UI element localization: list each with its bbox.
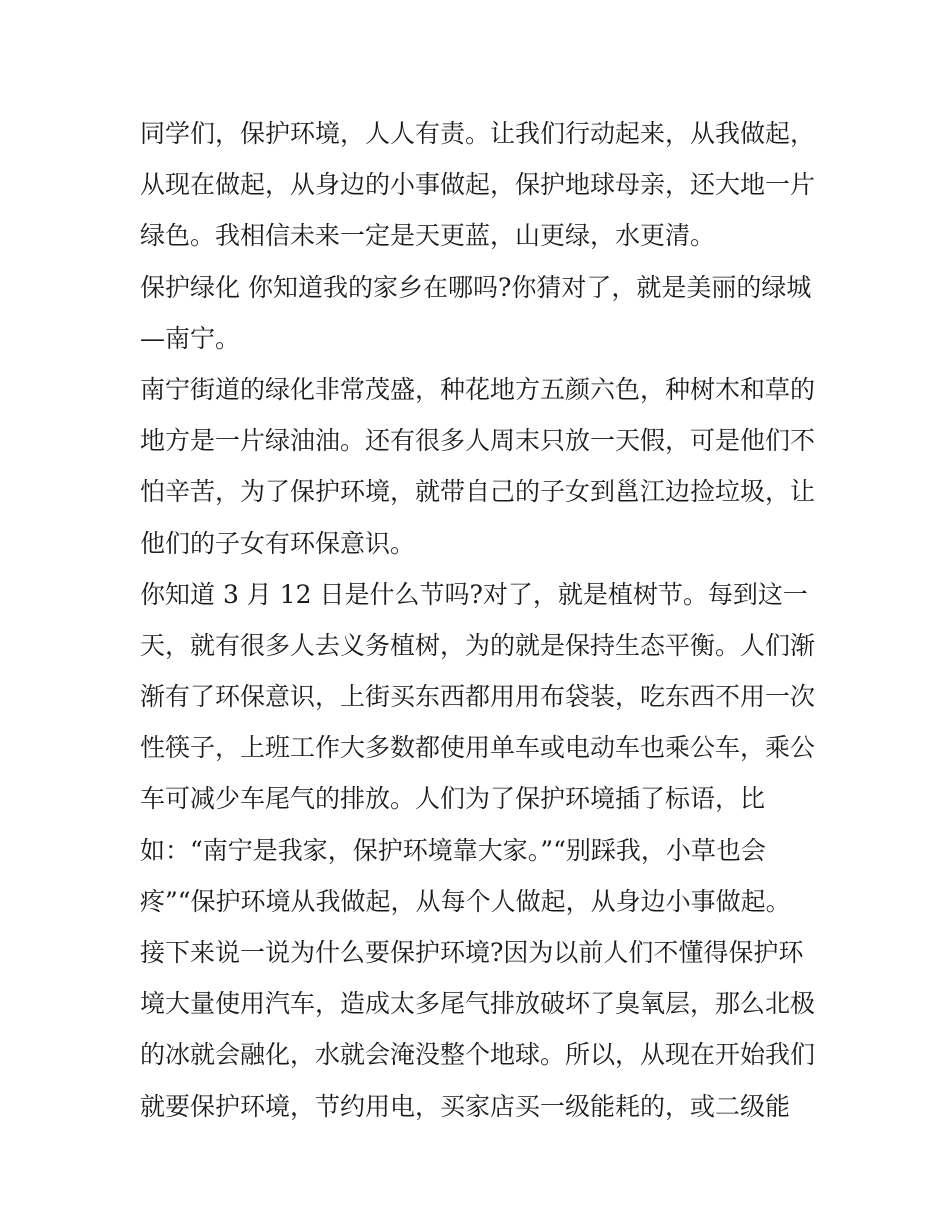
text-line: 如：“南宁是我家，保护环境靠大家。”“别踩我，小草也会 [140, 835, 766, 865]
text-line: 南宁街道的绿化非常茂盛，种花地方五颜六色，种树木和草的 [140, 374, 816, 404]
text-line: 绿色。我相信未来一定是天更蓝，山更绿，水更清。 [140, 221, 716, 251]
text-line: 同学们，保护环境，人人有责。让我们行动起来，从我做起， [140, 119, 816, 148]
text-line: 接下来说一说为什么要保护环境?因为以前人们不懂得保护环 [140, 938, 804, 967]
text-line: 的冰就会融化，水就会淹没整个地球。所以，从现在开始我们 [140, 1040, 816, 1070]
text-line: 怕辛苦，为了保护环境，就带自己的子女到邕江边捡垃圾，让 [140, 477, 816, 507]
text-line: 疼”“保护环境从我做起，从每个人做起，从身边小事做起。 [140, 886, 791, 916]
text-line: 你知道 3 月 12 日是什么节吗?对了，就是植树节。每到这一 [140, 579, 808, 609]
text-line: —南宁。 [140, 323, 241, 353]
text-line: 境大量使用汽车，造成太多尾气排放破坏了臭氧层，那么北极 [140, 989, 816, 1019]
text-line: 地方是一片绿油油。还有很多人周末只放一天假，可是他们不 [140, 426, 816, 456]
text-line: 车可减少车尾气的排放。人们为了保护环境插了标语，比 [140, 784, 766, 814]
text-line: 天，就有很多人去义务植树，为的就是保持生态平衡。人们渐 [140, 630, 816, 660]
text-line: 性筷子，上班工作大多数都使用单车或电动车也乘公车，乘公 [140, 733, 816, 763]
document-body [140, 108, 820, 1132]
text-line: 渐有了环保意识，上街买东西都用用布袋装，吃东西不用一次 [140, 682, 816, 712]
text-line: 他们的子女有环保意识。 [140, 528, 416, 558]
text-line: 保护绿化 你知道我的家乡在哪吗?你猜对了，就是美丽的绿城 [140, 272, 812, 302]
text-line: 从现在做起，从身边的小事做起，保护地球母亲，还大地一片 [140, 170, 816, 200]
text-line: 就要保护环境，节约用电，买家店买一级能耗的，或二级能 [140, 1091, 791, 1121]
